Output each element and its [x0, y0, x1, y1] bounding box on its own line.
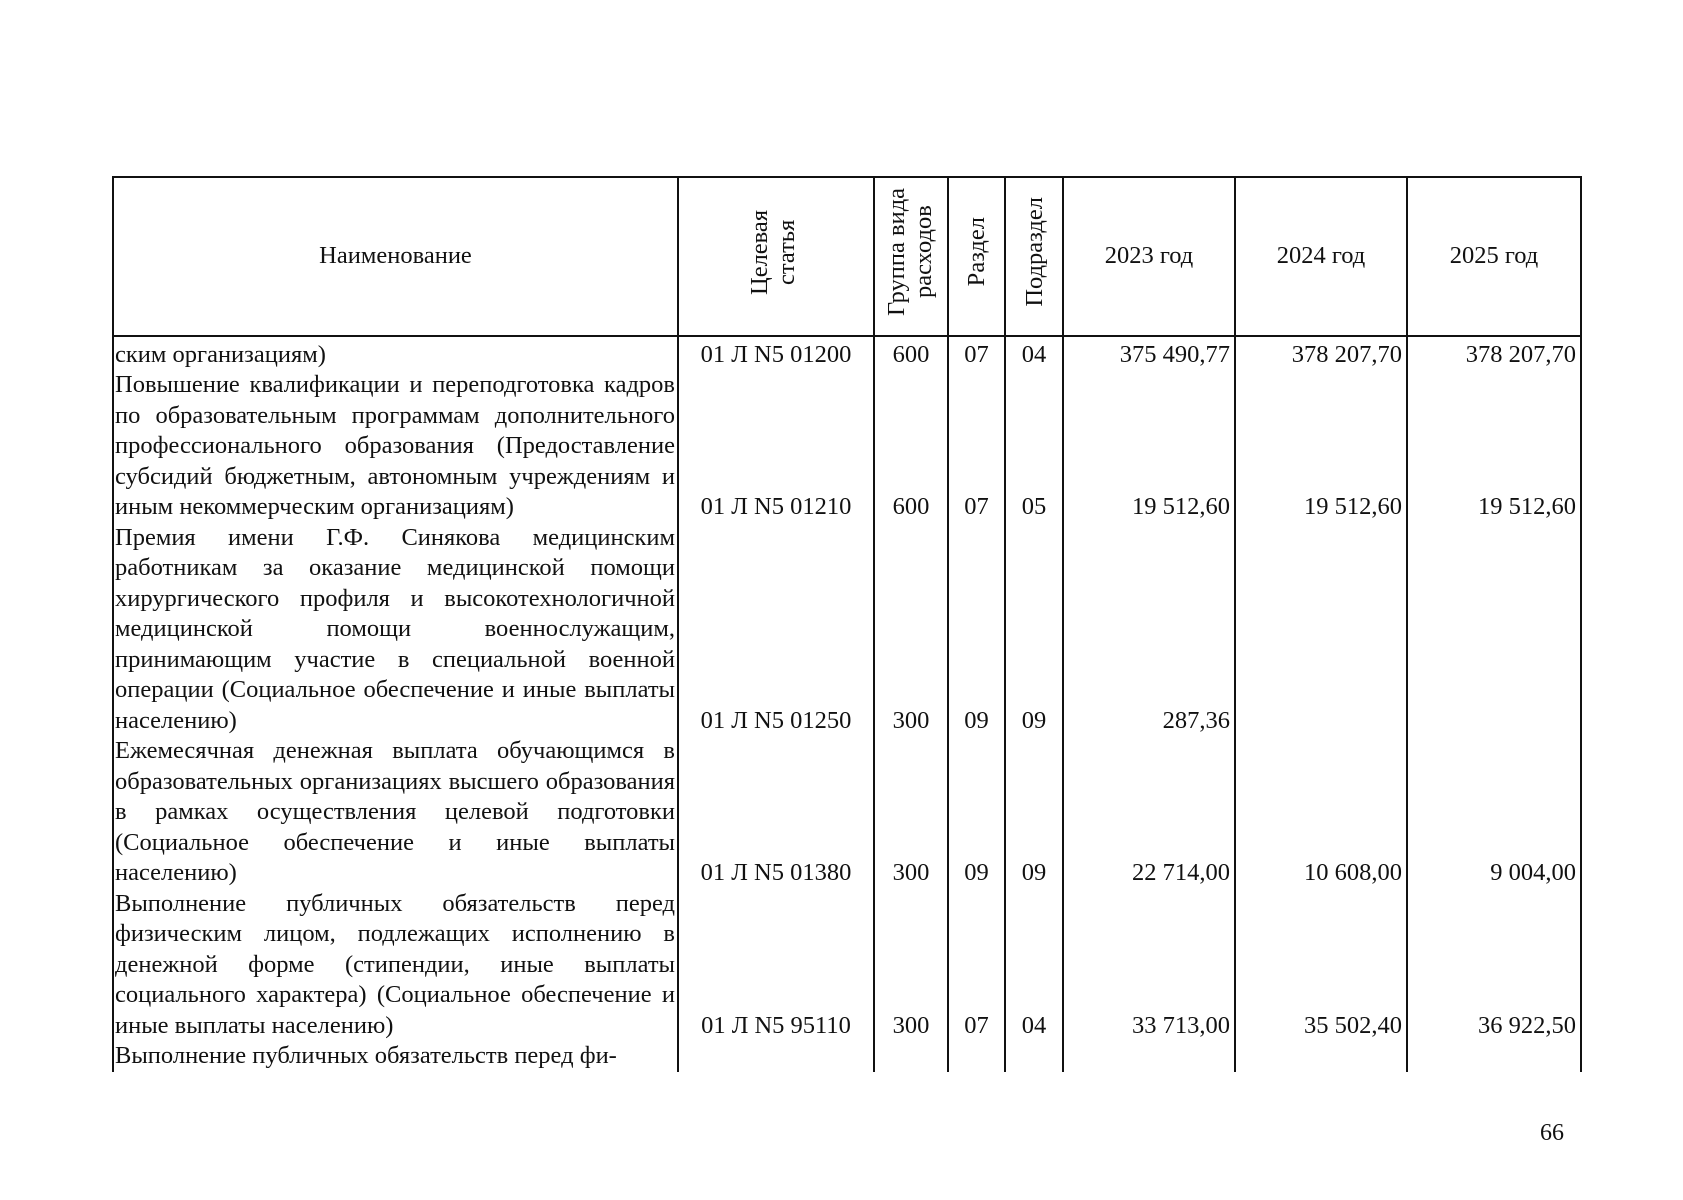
row-name: ским организациям)	[113, 336, 678, 371]
row-target-article: 01 Л N5 01200	[678, 336, 874, 371]
row-2023	[1063, 1041, 1235, 1072]
header-subsection: Подраздел	[1005, 177, 1063, 336]
row-expense-group: 300	[874, 523, 948, 737]
row-name: Выполнение публичных обязательств перед физическим лицом, подлежащих исполнению в денежной форме (стипендии, иные выплаты социального характера) (Социальное обеспечение и иные выплаты населению)	[113, 889, 678, 1042]
row-expense-group: 300	[874, 889, 948, 1042]
header-expense-group: Группа вида расходов	[874, 177, 948, 336]
row-target-article	[678, 1041, 874, 1072]
row-2025: 378 207,70	[1407, 336, 1581, 371]
row-section: 07	[948, 336, 1005, 371]
budget-table	[112, 176, 1582, 1072]
table-row	[113, 889, 1581, 1042]
table-header	[113, 177, 1581, 336]
row-subsection: 04	[1005, 889, 1063, 1042]
row-2025: 36 922,50	[1407, 889, 1581, 1042]
row-subsection: 04	[1005, 336, 1063, 371]
row-target-article: 01 Л N5 01250	[678, 523, 874, 737]
row-2024: 10 608,00	[1235, 736, 1407, 889]
row-section: 07	[948, 370, 1005, 523]
header-2024: 2024 год	[1235, 177, 1407, 336]
table-row	[113, 336, 1581, 371]
row-name: Повышение квалификации и переподготовка кадров по образовательным программам дополнительного профессионального образования (Предоставление субсидий бюджетным, автономным учреждениям и иным некоммерческим организациям)	[113, 370, 678, 523]
row-2024	[1235, 523, 1407, 737]
row-section	[948, 1041, 1005, 1072]
table-row	[113, 523, 1581, 737]
row-subsection: 09	[1005, 523, 1063, 737]
row-2025: 19 512,60	[1407, 370, 1581, 523]
table-row	[113, 1041, 1581, 1072]
row-target-article: 01 Л N5 01380	[678, 736, 874, 889]
header-name: Наименование	[113, 177, 678, 336]
row-subsection: 09	[1005, 736, 1063, 889]
row-expense-group: 600	[874, 370, 948, 523]
header-section: Раздел	[948, 177, 1005, 336]
header-2023: 2023 год	[1063, 177, 1235, 336]
row-expense-group	[874, 1041, 948, 1072]
row-2023: 375 490,77	[1063, 336, 1235, 371]
row-name: Ежемесячная денежная выплата обучающимся в образовательных организациях высшего образования в рамках осуществления целевой подготовки (Социальное обеспечение и иные выплаты населению)	[113, 736, 678, 889]
page-number: 66	[1540, 1120, 1564, 1146]
budget-table-page	[112, 176, 1580, 1094]
table-row	[113, 736, 1581, 889]
row-2025: 9 004,00	[1407, 736, 1581, 889]
row-2023: 33 713,00	[1063, 889, 1235, 1042]
row-target-article: 01 Л N5 01210	[678, 370, 874, 523]
row-section: 07	[948, 889, 1005, 1042]
row-section: 09	[948, 736, 1005, 889]
row-name: Выполнение публичных обязательств перед фи-	[113, 1041, 678, 1072]
row-expense-group: 600	[874, 336, 948, 371]
row-2024: 35 502,40	[1235, 889, 1407, 1042]
table-row	[113, 370, 1581, 523]
row-subsection: 05	[1005, 370, 1063, 523]
row-2024: 378 207,70	[1235, 336, 1407, 371]
row-2023: 22 714,00	[1063, 736, 1235, 889]
row-2024	[1235, 1041, 1407, 1072]
row-expense-group: 300	[874, 736, 948, 889]
row-2024: 19 512,60	[1235, 370, 1407, 523]
row-2025	[1407, 1041, 1581, 1072]
row-2023: 287,36	[1063, 523, 1235, 737]
row-subsection	[1005, 1041, 1063, 1072]
row-name: Премия имени Г.Ф. Синякова медицинским работникам за оказание медицинской помощи хирургического профиля и высокотехнологичной медицинской помощи военнослужащим, принимающим участие в специальной военной операции (Социальное обеспечение и иные выплаты населению)	[113, 523, 678, 737]
row-2023: 19 512,60	[1063, 370, 1235, 523]
header-target-article: Целевая статья	[678, 177, 874, 336]
row-section: 09	[948, 523, 1005, 737]
header-2025: 2025 год	[1407, 177, 1581, 336]
row-target-article: 01 Л N5 95110	[678, 889, 874, 1042]
row-2025	[1407, 523, 1581, 737]
